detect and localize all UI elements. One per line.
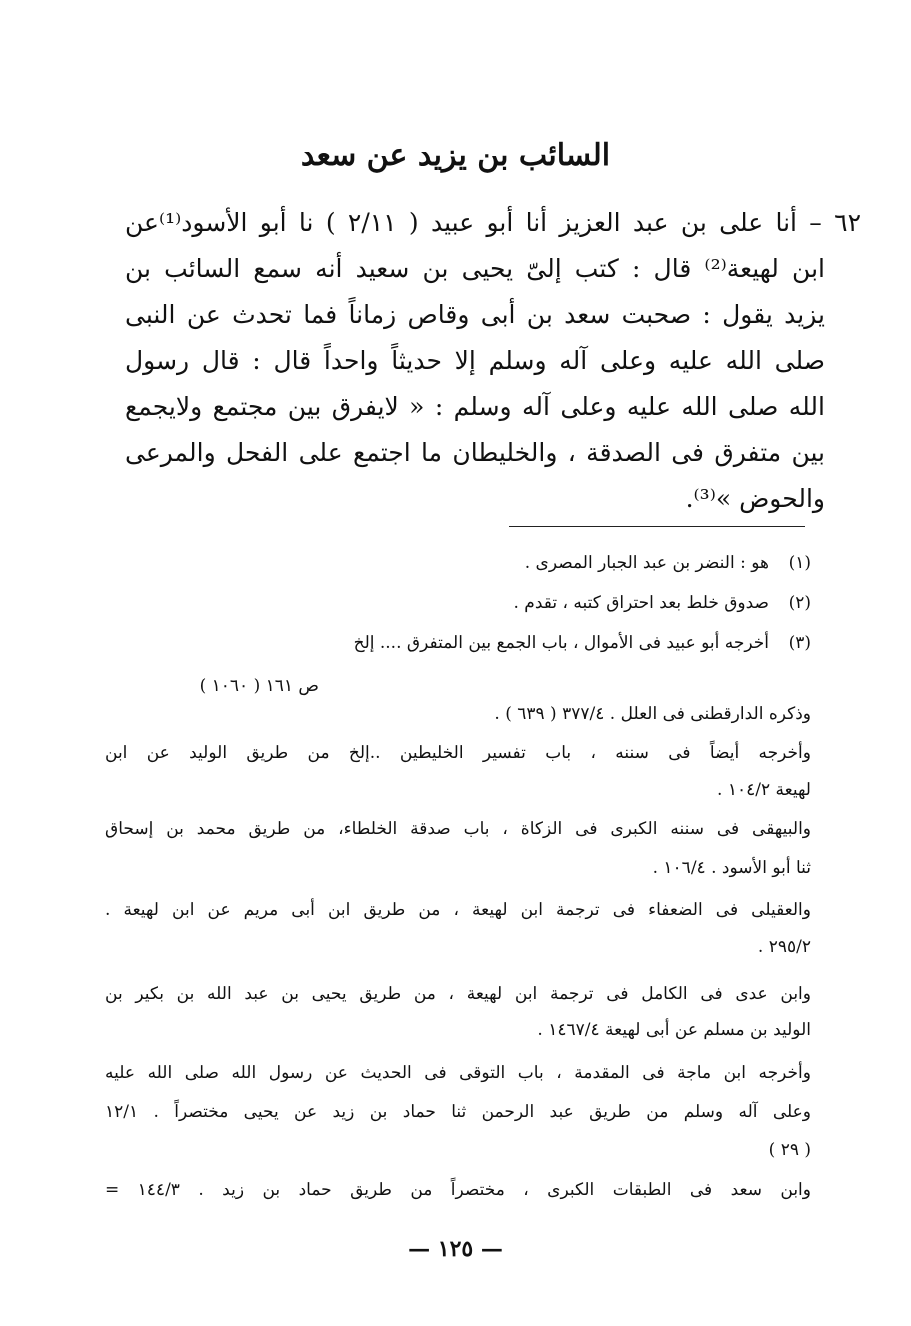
- footnote-continuation-line: ص ١٦١ ( ١٠٦٠ ): [199, 676, 319, 696]
- footnote-continuation-line: والبيهقى فى سننه الكبرى فى الزكاة ، باب صدقة الخلطاء، من طريق محمد بن إسحاق: [105, 819, 811, 839]
- footnote: [354, 632, 811, 654]
- hadith-line: ابن لهيعة⁽²⁾ قال : كتب إلىّ يحيى بن سعيد أنه سمع السائب بن: [125, 254, 825, 283]
- hadith-line: والحوض »⁽³⁾.: [685, 484, 825, 513]
- footnote-continuation-line: وذكره الدارقطنى فى العلل . ٣٧٧/٤ ( ٦٣٩ ) .: [494, 704, 811, 724]
- footnote-number: (١): [788, 553, 811, 573]
- hadith-line: صلى الله عليه وعلى آله وسلم إلا حديثاً واحداً قال : قال رسول: [125, 346, 825, 375]
- footnote-number: (٣): [788, 633, 811, 653]
- page-number: — ١٢٥ —: [408, 1236, 503, 1262]
- footnote-text: أخرجه أبو عبيد فى الأموال ، باب الجمع بين المتفرق .... إلخ: [353, 633, 769, 653]
- footnote-continuation-line: وابن سعد فى الطبقات الكبرى ، مختصراً من طريق حماد بن زيد . ١٤٤/٣ =: [105, 1180, 811, 1200]
- footnote-continuation-line: الوليد بن مسلم عن أبى لهيعة ١٤٦٧/٤ .: [537, 1020, 811, 1040]
- footnote-continuation-line: ثنا أبو الأسود . ١٠٦/٤ .: [652, 858, 811, 878]
- footnote-text: هو : النضر بن عبد الجبار المصرى .: [524, 553, 769, 573]
- footnote: [525, 552, 811, 574]
- hadith-line: يزيد يقول : صحبت سعد بن أبى وقاص زماناً فما تحدث عن النبى: [125, 300, 825, 329]
- footnote-continuation-line: لهيعة ١٠٤/٢ .: [717, 780, 811, 800]
- hadith-line: ٦٢ – أنا على بن عبد العزيز أنا أبو عبيد ( ٢/١١ ) نا أبو الأسود⁽¹⁾عن: [125, 208, 861, 237]
- footnote-continuation-line: وأخرجه أيضاً فى سننه ، باب تفسير الخليطين ..إلخ من طريق الوليد عن ابن: [105, 743, 811, 763]
- hadith-line: الله صلى الله عليه وعلى آله وسلم : « لايفرق بين مجتمع ولايجمع: [125, 392, 825, 421]
- footnote-number: (٢): [788, 593, 811, 613]
- footnote-continuation-line: وعلى آله وسلم من طريق عبد الرحمن ثنا حماد بن زيد عن يحيى مختصراً . ١٢/١: [105, 1102, 811, 1122]
- footnote-continuation-line: وأخرجه ابن ماجة فى المقدمة ، باب التوقى فى الحديث عن رسول الله صلى الله عليه: [105, 1063, 811, 1083]
- footnote-text: صدوق خلط بعد احتراق كتبه ، تقدم .: [513, 593, 769, 613]
- hadith-line: بين متفرق فى الصدقة ، والخليطان ما اجتمع على الفحل والمرعى: [125, 438, 825, 467]
- page-title: السائب بن يزيد عن سعد: [300, 138, 611, 173]
- footnote: [513, 592, 811, 614]
- footnote-continuation-line: ٢٩٥/٢ .: [757, 937, 811, 957]
- footnote-continuation-line: والعقيلى فى الضعفاء فى ترجمة ابن لهيعة ، من طريق ابن أبى مريم عن ابن لهيعة .: [105, 900, 811, 920]
- footnote-separator: [509, 526, 805, 527]
- hadith-text: [125, 200, 861, 522]
- footnote-continuation-line: ( ٢٩ ): [768, 1140, 811, 1160]
- footnote-continuation-line: وابن عدى فى الكامل فى ترجمة ابن لهيعة ، من طريق يحيى بن عبد الله بن بكير بن: [105, 984, 811, 1004]
